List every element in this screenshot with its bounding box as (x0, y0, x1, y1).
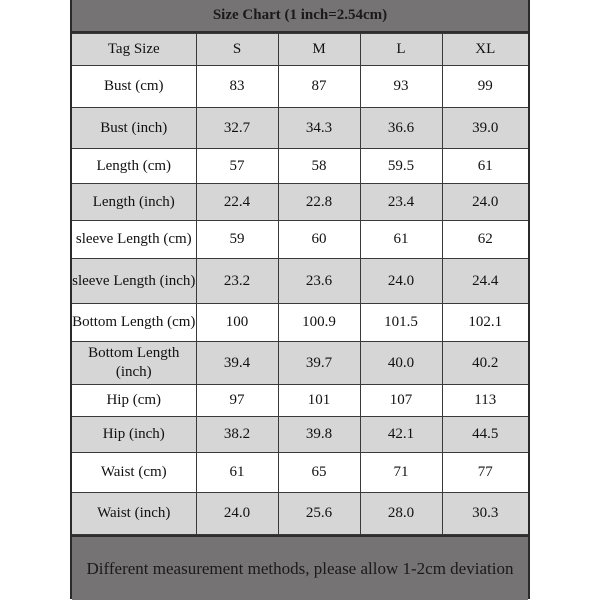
size-value-cell: 77 (442, 453, 528, 493)
row-label: sleeve Length (inch) (72, 259, 196, 304)
size-value-cell: 24.0 (360, 259, 442, 304)
header-row (72, 34, 528, 66)
table-row (72, 221, 528, 259)
size-value-cell: 87 (278, 66, 360, 108)
size-value-cell: 30.3 (442, 493, 528, 535)
table-row (72, 108, 528, 149)
size-value-cell: 97 (196, 385, 278, 417)
deviation-note: Different measurement methods, please allow 1-2cm deviation (72, 535, 528, 600)
table-row (72, 385, 528, 417)
size-value-cell: 24.0 (196, 493, 278, 535)
size-value-cell: 23.4 (360, 184, 442, 221)
size-value-cell: 93 (360, 66, 442, 108)
size-value-cell: 42.1 (360, 417, 442, 453)
size-value-cell: 23.6 (278, 259, 360, 304)
size-value-cell: 40.0 (360, 342, 442, 385)
size-value-cell: 71 (360, 453, 442, 493)
table-row (72, 342, 528, 385)
row-label: sleeve Length (cm) (72, 221, 196, 259)
size-value-cell: 38.2 (196, 417, 278, 453)
row-label: Length (inch) (72, 184, 196, 221)
size-value-cell: 24.0 (442, 184, 528, 221)
size-value-cell: 100.9 (278, 304, 360, 342)
size-chart-title: Size Chart (1 inch=2.54cm) (72, 0, 528, 33)
size-value-cell: 22.8 (278, 184, 360, 221)
size-value-cell: 101.5 (360, 304, 442, 342)
size-chart (70, 0, 530, 599)
size-value-cell: 59.5 (360, 149, 442, 184)
size-value-cell: 58 (278, 149, 360, 184)
table-row (72, 149, 528, 184)
size-value-cell: 34.3 (278, 108, 360, 149)
size-value-cell: 62 (442, 221, 528, 259)
size-value-cell: 23.2 (196, 259, 278, 304)
table-row (72, 417, 528, 453)
header-cell-s: S (196, 34, 278, 66)
table-row (72, 259, 528, 304)
size-table (72, 33, 528, 535)
size-value-cell: 25.6 (278, 493, 360, 535)
table-row (72, 184, 528, 221)
size-value-cell: 24.4 (442, 259, 528, 304)
row-label: Waist (cm) (72, 453, 196, 493)
size-value-cell: 44.5 (442, 417, 528, 453)
size-value-cell: 61 (360, 221, 442, 259)
size-value-cell: 61 (196, 453, 278, 493)
size-value-cell: 60 (278, 221, 360, 259)
size-value-cell: 28.0 (360, 493, 442, 535)
size-value-cell: 83 (196, 66, 278, 108)
row-label: Length (cm) (72, 149, 196, 184)
size-value-cell: 57 (196, 149, 278, 184)
size-value-cell: 32.7 (196, 108, 278, 149)
size-value-cell: 99 (442, 66, 528, 108)
row-label: Bottom Length (inch) (72, 342, 196, 385)
size-value-cell: 22.4 (196, 184, 278, 221)
row-label: Bust (cm) (72, 66, 196, 108)
size-value-cell: 107 (360, 385, 442, 417)
header-cell-m: M (278, 34, 360, 66)
size-value-cell: 36.6 (360, 108, 442, 149)
size-value-cell: 100 (196, 304, 278, 342)
size-value-cell: 113 (442, 385, 528, 417)
table-row (72, 66, 528, 108)
table-row (72, 493, 528, 535)
header-cell-tag-size: Tag Size (72, 34, 196, 66)
size-value-cell: 39.7 (278, 342, 360, 385)
size-value-cell: 101 (278, 385, 360, 417)
size-value-cell: 65 (278, 453, 360, 493)
row-label: Waist (inch) (72, 493, 196, 535)
row-label: Bottom Length (cm) (72, 304, 196, 342)
size-value-cell: 39.8 (278, 417, 360, 453)
row-label: Bust (inch) (72, 108, 196, 149)
size-value-cell: 39.0 (442, 108, 528, 149)
table-row (72, 453, 528, 493)
row-label: Hip (cm) (72, 385, 196, 417)
table-row (72, 304, 528, 342)
size-value-cell: 39.4 (196, 342, 278, 385)
size-value-cell: 40.2 (442, 342, 528, 385)
header-cell-xl: XL (442, 34, 528, 66)
size-value-cell: 102.1 (442, 304, 528, 342)
size-value-cell: 59 (196, 221, 278, 259)
size-value-cell: 61 (442, 149, 528, 184)
row-label: Hip (inch) (72, 417, 196, 453)
header-cell-l: L (360, 34, 442, 66)
